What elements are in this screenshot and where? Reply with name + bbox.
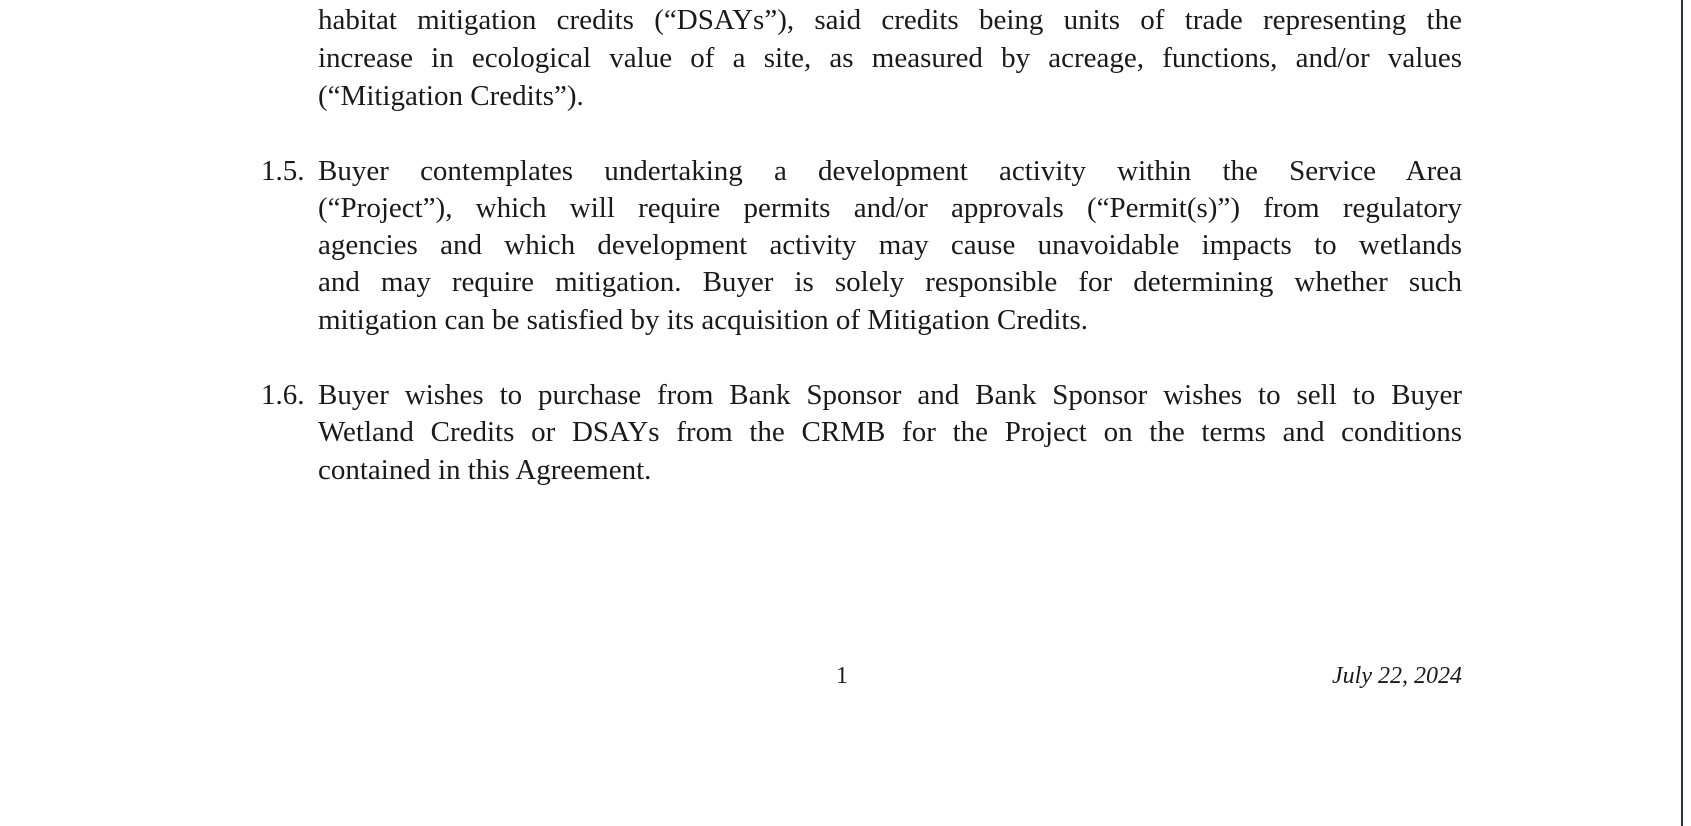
paragraph-line: contained in this Agreement. xyxy=(318,454,652,486)
paragraph-line: Buyer wishes to purchase from Bank Sponsor and Bank Sponsor wishes to sell to Buyer xyxy=(318,379,1462,411)
page-edge-divider xyxy=(1681,0,1683,826)
paragraph-number: 1.5. xyxy=(261,155,305,187)
paragraph-line: Buyer contemplates undertaking a development activity within the Service Area xyxy=(318,155,1462,187)
paragraph-line: Wetland Credits or DSAYs from the CRMB for the Project on the terms and conditions xyxy=(318,416,1462,448)
paragraph-line: agencies and which development activity may cause unavoidable impacts to wetlands xyxy=(318,229,1462,261)
paragraph-line: (“Mitigation Credits”). xyxy=(318,80,584,112)
paragraph-line: mitigation can be satisfied by its acquisition of Mitigation Credits. xyxy=(318,304,1089,336)
footer-date: July 22, 2024 xyxy=(1332,663,1462,689)
paragraph-line: increase in ecological value of a site, as measured by acreage, functions, and/or values xyxy=(318,42,1462,74)
paragraph-line: habitat mitigation credits (“DSAYs”), said credits being units of trade representing the xyxy=(318,4,1462,36)
paragraph-line: (“Project”), which will require permits and/or approvals (“Permit(s)”) from regulatory xyxy=(318,192,1462,224)
page-number: 1 xyxy=(836,663,848,689)
paragraph-number: 1.6. xyxy=(261,379,305,411)
paragraph-line: and may require mitigation. Buyer is solely responsible for determining whether such xyxy=(318,266,1462,298)
